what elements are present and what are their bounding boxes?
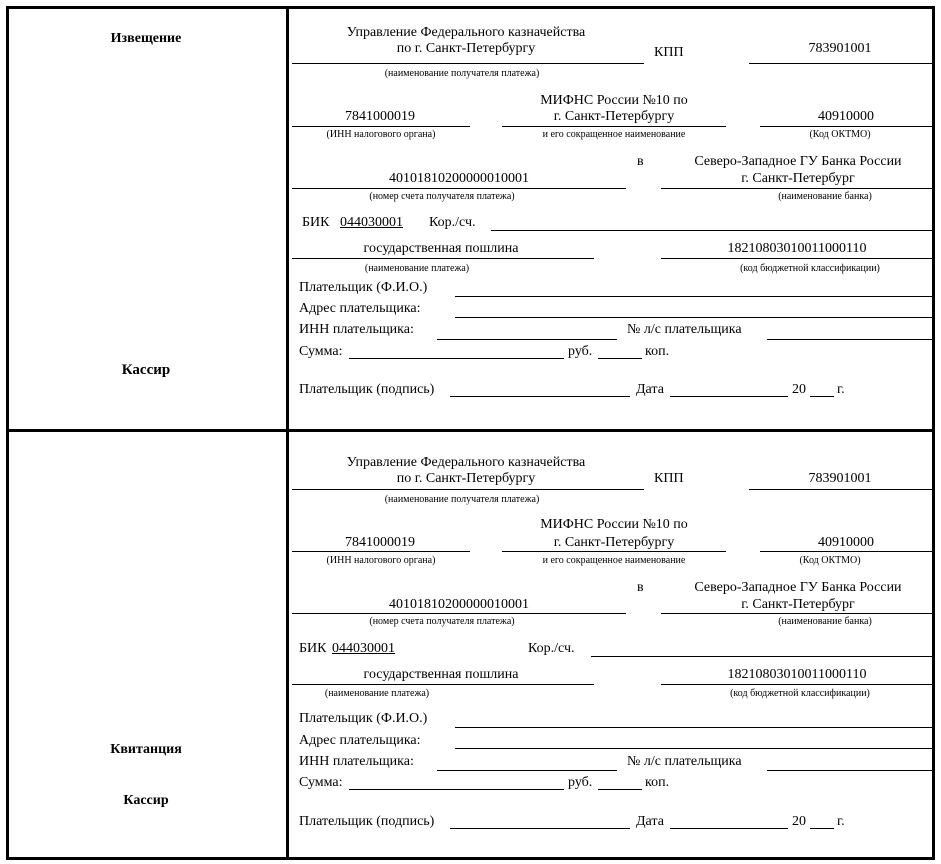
kpp-value: 783901001 [808,41,872,56]
account-line [292,188,626,189]
year-field[interactable] [810,396,834,397]
year-suffix: г. [837,814,845,829]
oktmo-line [760,126,932,127]
recipient-name-line2: по г. Санкт-Петербургу [396,41,536,56]
kop-field[interactable] [598,789,642,790]
payment-name-line [292,684,594,685]
inn-caption: (ИНН налогового органа) [326,129,436,140]
payment-name-caption: (наименование платежа) [324,688,430,699]
kop-label: коп. [645,344,670,359]
bank-caption: (наименование банка) [778,191,872,202]
rub-label: руб. [568,775,593,790]
section-divider [6,429,935,432]
payer-address-field[interactable] [455,317,932,318]
bank-line [661,613,932,614]
in-label: в [637,154,644,169]
account-value: 40101810200000010001 [389,171,529,186]
recipient-name-line1: Управление Федерального казначейства [346,25,586,40]
receipt-label: Квитанция [110,742,182,757]
in-label: в [637,580,644,595]
kop-field[interactable] [598,358,642,359]
rub-label: руб. [568,344,593,359]
tax-org-line2: г. Санкт-Петербургу [553,535,675,550]
payer-account-label: № л/с плательщика [627,754,742,769]
corr-line [491,230,932,231]
date-field[interactable] [670,828,788,829]
payment-name-value: государственная пошлина [363,241,519,256]
signature-label: Плательщик (подпись) [299,814,435,829]
corr-label: Кор./сч. [528,641,575,656]
kpp-label: КПП [654,45,684,60]
sum-field[interactable] [349,789,564,790]
recipient-caption: (наименование получателя платежа) [384,494,540,505]
payer-account-label: № л/с плательщика [627,322,742,337]
tax-org-caption: и его сокращенное наименование [542,129,686,140]
account-line [292,613,626,614]
year-prefix: 20 [792,814,806,829]
kbk-value: 18210803010011000110 [727,241,867,256]
inn-line [292,551,470,552]
tax-org-line [502,126,726,127]
bik-value: 044030001 [332,641,395,656]
recipient-caption: (наименование получателя платежа) [384,68,540,79]
inn-value: 7841000019 [345,109,415,124]
kbk-caption: (код бюджетной классификации) [730,688,870,699]
kpp-line [749,63,932,64]
bank-name-line2: г. Санкт-Петербург [741,171,855,186]
recipient-line [292,489,644,490]
payer-address-field[interactable] [455,748,932,749]
column-divider [286,6,289,860]
year-field[interactable] [810,828,834,829]
date-field[interactable] [670,396,788,397]
corr-line [591,656,932,657]
bik-label: БИК [299,641,327,656]
sum-field[interactable] [349,358,564,359]
recipient-name-line2: по г. Санкт-Петербургу [396,471,536,486]
notice-label: Извещение [110,31,182,46]
sum-label: Сумма: [299,344,343,359]
bik-label: БИК [302,215,330,230]
bank-name-line2: г. Санкт-Петербург [741,597,855,612]
bank-caption: (наименование банка) [778,616,872,627]
payer-inn-field[interactable] [437,770,617,771]
oktmo-caption: (Код ОКТМО) [809,129,871,140]
payer-account-field[interactable] [767,339,932,340]
kpp-value: 783901001 [808,471,872,486]
bank-line [661,188,932,189]
kbk-value: 18210803010011000110 [727,667,867,682]
payer-address-label: Адрес плательщика: [299,733,421,748]
date-label: Дата [636,814,664,829]
oktmo-caption: (Код ОКТМО) [799,555,861,566]
year-prefix: 20 [792,382,806,397]
tax-org-line1: МИФНС России №10 по [540,517,688,532]
payer-name-label: Плательщик (Ф.И.О.) [299,711,428,726]
payer-account-field[interactable] [767,770,932,771]
inn-line [292,126,470,127]
payer-name-field[interactable] [455,296,932,297]
kbk-line [661,258,932,259]
corr-label: Кор./сч. [429,215,476,230]
account-value: 40101810200000010001 [389,597,529,612]
date-label: Дата [636,382,664,397]
payer-name-field[interactable] [455,727,932,728]
bank-name-line1: Северо-Западное ГУ Банка России [694,154,902,169]
tax-org-line2: г. Санкт-Петербургу [553,109,675,124]
bik-value: 044030001 [340,215,403,230]
oktmo-value: 40910000 [818,109,874,124]
payer-address-label: Адрес плательщика: [299,301,421,316]
cashier-label-bottom: Кассир [123,793,169,808]
bank-name-line1: Северо-Западное ГУ Банка России [694,580,902,595]
payer-inn-label: ИНН плательщика: [299,322,414,337]
cashier-label-top: Кассир [121,362,171,378]
kbk-caption: (код бюджетной классификации) [740,263,880,274]
kpp-label: КПП [654,471,684,486]
kpp-line [749,489,932,490]
payer-name-label: Плательщик (Ф.И.О.) [299,280,428,295]
payer-inn-field[interactable] [437,339,617,340]
signature-field[interactable] [450,396,630,397]
oktmo-line [760,551,932,552]
payer-inn-label: ИНН плательщика: [299,754,414,769]
recipient-name-line1: Управление Федерального казначейства [346,455,586,470]
tax-org-line1: МИФНС России №10 по [540,93,688,108]
account-caption: (номер счета получателя платежа) [369,191,515,202]
inn-caption: (ИНН налогового органа) [326,555,436,566]
recipient-line [292,63,644,64]
payment-name-caption: (наименование платежа) [364,263,470,274]
payment-name-line [292,258,594,259]
account-caption: (номер счета получателя платежа) [369,616,515,627]
tax-org-caption: и его сокращенное наименование [542,555,686,566]
payment-name-value: государственная пошлина [363,667,519,682]
tax-org-line [502,551,726,552]
kbk-line [661,684,932,685]
signature-label: Плательщик (подпись) [299,382,435,397]
signature-field[interactable] [450,828,630,829]
kop-label: коп. [645,775,670,790]
year-suffix: г. [837,382,845,397]
inn-value: 7841000019 [345,535,415,550]
oktmo-value: 40910000 [818,535,874,550]
sum-label: Сумма: [299,775,343,790]
